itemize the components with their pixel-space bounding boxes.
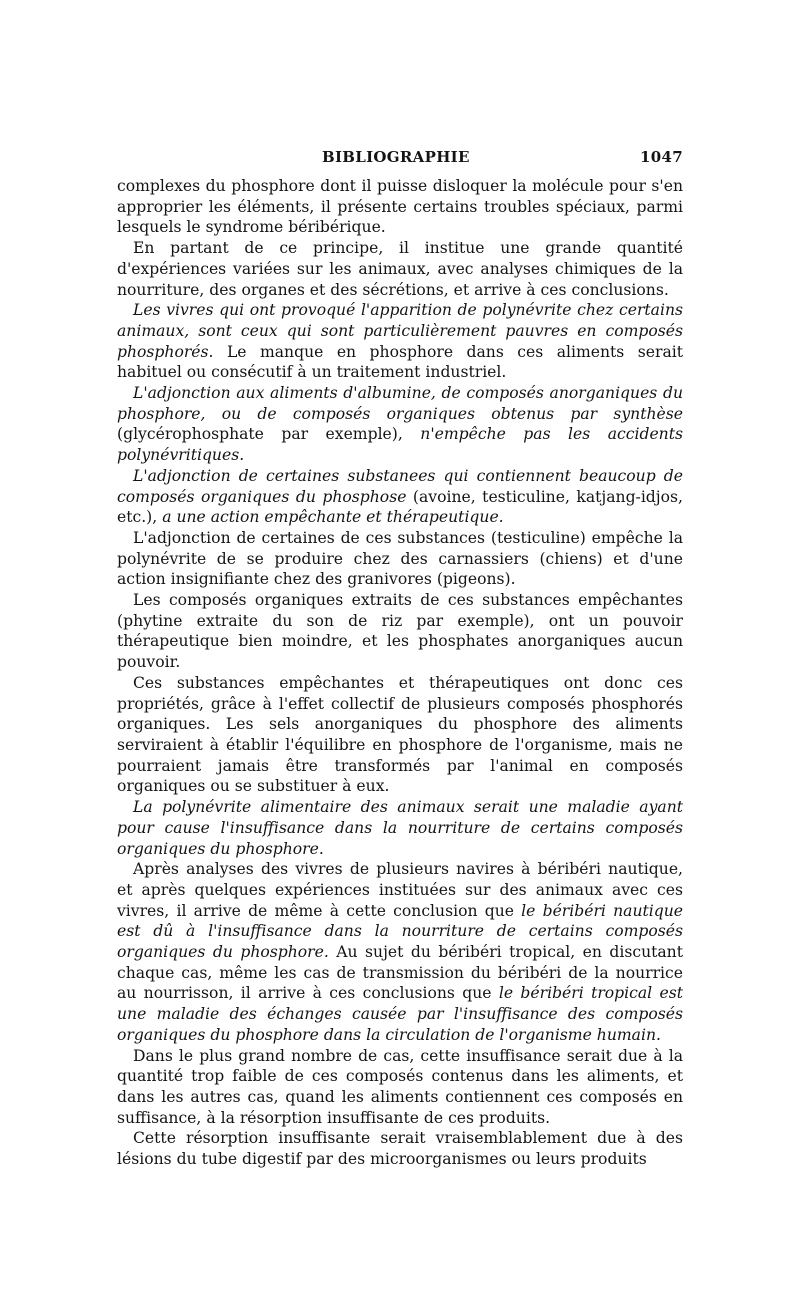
- italic-text: L'adjonction aux aliments d'albumine, de composés anorganiques du phosphore, ou de composés organiques obtenus par synthèse: [117, 384, 683, 423]
- paragraph: [117, 176, 683, 238]
- italic-text: L'adjonction de certaines substanees qui contiennent beaucoup de composés organiques du phosphose: [117, 466, 683, 506]
- text-run: Dans le plus grand nombre de cas, cette insuffisance serait due à la quantité trop faible de ces composés contenus dans les aliments, et dans les autres cas, quand les aliments contiennent ces composés en suffisance, à la résorption insuffisante de ces produits.: [117, 1046, 683, 1127]
- text-run: (glycérophosphate par exemple),: [117, 425, 421, 444]
- paragraph: [117, 238, 683, 300]
- italic-text: La polynévrite alimentaire des animaux serait une maladie ayant pour cause l'insuffisance dans la nourriture de certains composés organiques du phosphore.: [117, 798, 683, 858]
- italic-text: Les vivres qui ont provoqué l'apparition de polynévrite chez certains animaux, sont ceux qui sont particulièrement pauvres en composés phosphorés.: [117, 301, 683, 361]
- text-run: L'adjonction de certaines de ces substances (testiculine) empêche la polynévrite de se produire chez des carnassiers (chiens) et d'une action insignifiante chez des granivores (pigeons).: [117, 528, 683, 589]
- paragraph: [117, 590, 683, 673]
- paragraph: [117, 300, 683, 383]
- paragraph: [117, 466, 683, 528]
- paragraph: [117, 797, 683, 859]
- text-run: Après analyses des vivres de plusieurs navires à béribéri nautique, et après quelques expériences instituées sur des animaux avec ces vivres, il arrive de même à cette conclusion que: [117, 860, 683, 920]
- text-run: Le manque en phosphore dans ces aliments serait habituel ou consécutif à un traitement industriel.: [117, 342, 683, 382]
- italic-text: le béribéri tropical est une maladie des échanges causée par l'insuffisance des composés organiques du phosphore dans la circulation de l'organisme humain.: [117, 984, 683, 1044]
- header-title: BIBLIOGRAPHIE: [322, 148, 470, 166]
- paragraph: [117, 383, 683, 466]
- text-run: Ces substances empêchantes et thérapeutiques ont donc ces propriétés, grâce à l'effet collectif de plusieurs composés phosphorés organiques. Les sels anorganiques du phosphore des aliments serviraient à établir l'équilibre en phosphore de l'organisme, mais ne pourraient jamais être transformés par l'animal en composés organiques ou se substituer à eux.: [117, 673, 683, 796]
- page-number: 1047: [640, 148, 683, 166]
- running-header: [117, 148, 683, 170]
- paragraph: [117, 673, 683, 797]
- text-run: complexes du phosphore dont il puisse disloquer la molécule pour s'en approprier les éléments, il présente certains troubles spéciaux, parmi lesquels le syndrome béribérique.: [117, 177, 683, 237]
- text-run: Cette résorption insuffisante serait vraisemblablement due à des lésions du tube digestif par des microorganismes ou leurs produits: [117, 1129, 683, 1169]
- text-run: (avoine, testiculine, katjang-idjos, etc.),: [117, 487, 683, 527]
- italic-text: a une action empêchante et thérapeutique.: [162, 508, 504, 527]
- text-run: En partant de ce principe, il institue une grande quantité d'expériences variées sur les animaux, avec analyses chimiques de la nourriture, des organes et des sécrétions, et arrive à ces conclusions.: [117, 239, 683, 299]
- paragraph: [117, 528, 683, 590]
- paragraph: [117, 1046, 683, 1129]
- body-text: [117, 176, 683, 1170]
- italic-text: n'empêche pas les accidents polynévritiques.: [117, 425, 683, 465]
- paragraph: [117, 859, 683, 1045]
- page: [117, 148, 683, 1170]
- paragraph: [117, 1128, 683, 1169]
- text-run: Au sujet du béribéri tropical, en discutant chaque cas, même les cas de transmission du béribéri de la nourrice au nourrisson, il arrive à ces conclusions que: [117, 943, 683, 1003]
- italic-text: le béribéri nautique est dû à l'insuffisance dans la nourriture de certains composés organiques du phosphore.: [117, 901, 683, 962]
- text-run: Les composés organiques extraits de ces substances empêchantes (phytine extraite du son de riz par exemple), ont un pouvoir thérapeutique bien moindre, et les phosphates anorganiques aucun pouvoir.: [117, 591, 683, 672]
